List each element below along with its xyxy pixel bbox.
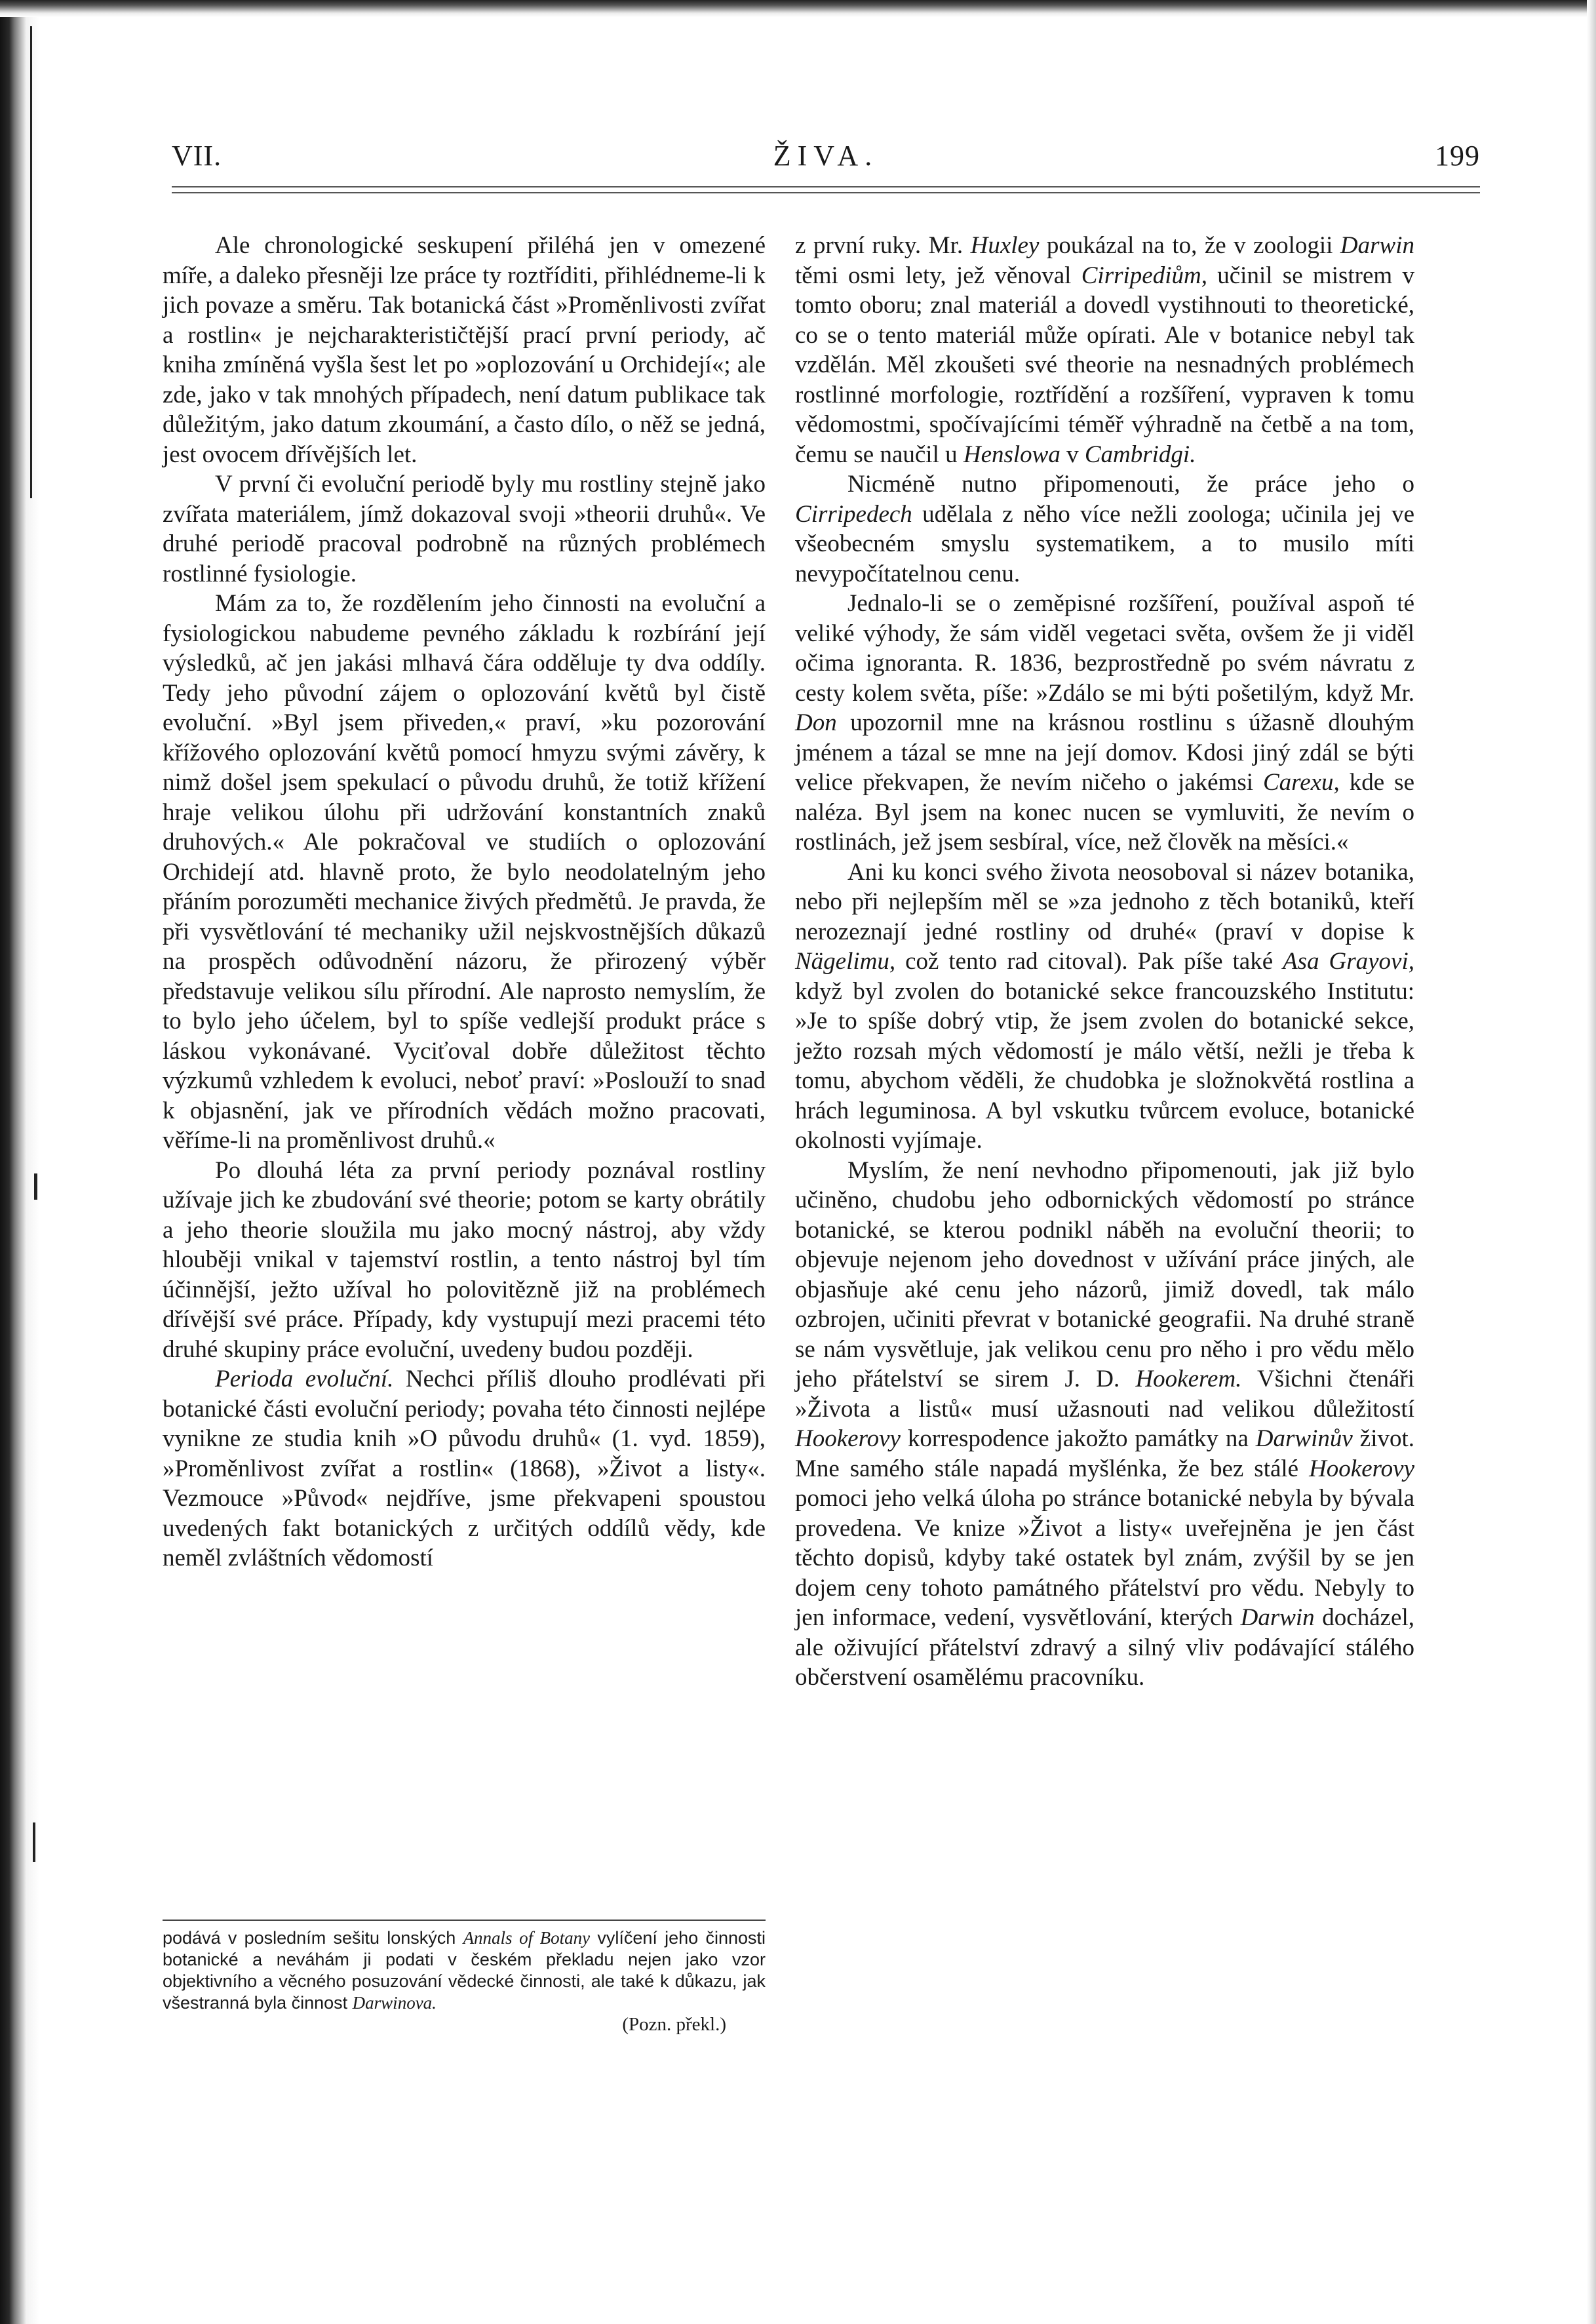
- journal-title: ŽIVA.: [773, 140, 879, 172]
- paragraph: V první či evoluční periodě byly mu rostliny stejně jako zvířata materiálem, jímž dokazoval svoji »theorii druhů«. Ve druhé periodě pracoval podrobně na různých problémech rostlinné fysiologie.: [163, 471, 766, 587]
- binding-mark: [30, 26, 32, 498]
- page-header: [172, 139, 1480, 178]
- footnote-rule: [163, 1920, 766, 1921]
- paragraph: Mám za to, že rozdělením jeho činnosti na evoluční a fysiologickou nabudeme pevného základu k rozbírání její výsledků, ač jen jakási mlhavá čára odděluje ty dva oddíly. Tedy jeho původní zájem o oplozování květů byl čistě evoluční. »Byl jsem přiveden,« praví, »ku pozorování křížového oplozování květů pomocí hmyzu svými závěry, k nimž došel jsem spekulací o původu druhů, že totiž křížení hraje velikou úlohu při udržování konstantních znaků druhových.« Ale pokračoval ve studiích o oplozování Orchidejí atd. hlavně proto, že bylo neodolatelným jeho přáním porozuměti mechanice živých předmětů. Je pravda, že při vysvětlování té mechaniky užil nejskvostnějších důkazů na prospěch odůvodnění názoru, že přirozený výběr představuje velikou sílu přírodní. Ale naprosto nemyslím, že to bylo jeho účelem, byl to spíše vedlejší produkt práce s láskou vykonávané. Vyciťoval dobře důležitost těchto výzkumů vzhledem k evoluci, neboť praví: »Poslouží to snad k objasnění, jak ve přírodních vědách možno pracovati, věříme-li na proměnlivost druhů.«: [163, 590, 766, 1154]
- scan-edge-left: [0, 0, 39, 2324]
- volume-number: VII.: [172, 140, 222, 172]
- footnote-signature: (Pozn. překl.): [622, 2014, 726, 2035]
- scan-edge-right: [1587, 0, 1596, 2324]
- binding-mark: [33, 1822, 35, 1862]
- paragraph: Jednalo-li se o zeměpisné rozšíření, používal aspoň té veliké výhody, že sám viděl vegetaci světa, ovšem že ji viděl očima ignoranta. R. 1836, bezprostředně po svém návratu z cesty kolem světa, píše: »Zdálo se mi býti pošetilým, když Mr. Don upozornil mne na krásnou rostlinu s úžasně dlouhým jménem a tázal se mne na její domov. Kdosi jiný zdál se býti velice překvapen, že nevím ničeho o jakémsi Carexu, kde se naléza. Byl jsem na konec nucen se vymluviti, že nevím o rostlinách, jež jsem sesbíral, více, než člověk na měsíci.«: [795, 590, 1414, 856]
- binding-mark: [34, 1173, 37, 1200]
- scan-edge-top: [0, 0, 1596, 17]
- right-column: [795, 231, 1414, 1693]
- paragraph: Ani ku konci svého života neosoboval si název botanika, nebo při nejlepším měl se »za jednoho z těch botaniků, kteří nerozeznají jedné rostliny od druhé« (praví v dopise k Nägelimu, což tento rad citoval). Pak píše také Asa Grayovi, když byl zvolen do botanické sekce francouzského Institutu: »Je to spíše dobrý vtip, že jsem zvolen do botanické sekce, ježto rozsah mých vědomostí je málo větší, nežli je třeba k tomu, abychom věděli, že chudobka je složnokvětá rostlina a hrách leguminosa. A byl vskutku tvůrcem evoluce, botanické okolnosti vyjímaje.: [795, 858, 1414, 1154]
- paragraph: Perioda evoluční. Nechci příliš dlouho prodlévati při botanické části evoluční periody; povaha této činnosti nejlépe vynikne ze studia knih »O původu druhů« (1. vyd. 1859), »Proměnlivost zvířat a rostlin« (1868), »Život a listy«. Vezmouce »Původ« nejdříve, jsme překvapeni spoustou uvedených fakt botanických z určitých oddílů vědy, kde neměl zvláštních vědomostí: [163, 1366, 766, 1571]
- paragraph: Myslím, že není nevhodno připomenouti, jak již bylo učiněno, chudobu jeho odbornických vědomostí po stránce botanické, se kterou podnikl náběh na evoluční theorii; to objevuje nejenom jeho dovednost v užívání práce jiných, ale objasňuje aké cenu jeho názorů, jimiž dovedl, tak málo ozbrojen, učiniti převrat v botanické geografii. Na druhé straně se nám vysvětluje, jak velikou cenu pro něho i pro vědu mělo jeho přátelství se sirem J. D. Hookerem. Všichni čtenáři »Života a listů« musí užasnouti nad velikou důležitostí Hookerovy korrespodence jakožto památky na Darwinův život. Mne samého stále napadá myšlénka, že bez stálé Hookerovy pomoci jeho velká úloha po stránce botanické nebyla by bývala provedena. Ve knize »Život a listy« uveřejněna je jen část těchto dopisů, kdyby také ostatek byl znám, zvýšil by se jen dojem ceny tohoto památného přátelství pro vědu. Nebyly to jen informace, vedení, vysvětlování, kterých Darwin docházel, ale oživující přátelství zdravý a silný vliv podávající stálého občerstvení osamělému pracovníku.: [795, 1156, 1415, 1691]
- paragraph: z první ruky. Mr. Huxley poukázal na to, že v zoologii Darwin těmi osmi lety, jež věnoval Cirripediům, učinil se mistrem v tomto oboru; znal materiál a dovedl vystihnouti to theoretické, co se o tento materiál může opírati. Ale v botanice nebyl tak vzdělán. Měl zkoušeti své theorie na nesnadných problémech rostlinné morfologie, roztřídění a rozšíření, vypraven k tomu vědomostmi, spočívajícími téměř výhradně na četbě a na tom, čemu se naučil u Henslowa v Cambridgi.: [795, 232, 1414, 468]
- paragraph: Ale chronologické seskupení přiléhá jen v omezené míře, a daleko přesněji lze práce ty roztříditi, přihlédneme-li k jich povaze a směru. Tak botanická část »Proměnlivosti zvířat a rostlin« je nejcharakterističtější prací první periody, ač kniha zmíněná vyšla šest let po »oplozování u Orchidejí«; ale zde, jako v tak mnohých případech, není datum publikace tak důležitým, jako datum zkoumání, a často dílo, o něž se jedná, jest ovocem dřívějších let.: [163, 232, 766, 468]
- paragraph: Po dlouhá léta za první periody poznával rostliny užívaje jich ke zbudování své theorie; potom se karty obrátily a jeho theorie sloužila mu jako mocný nástroj, aby vždy hlouběji vnikal v tajemství rostlin, a tento nástroj byl tím účinnější, ježto užíval ho polovitězně již na problémech dřívější své práce. Případy, kdy vystupují mezi pracemi této druhé skupiny práce evoluční, uvedeny budou později.: [163, 1156, 766, 1363]
- section-heading: Perioda evoluční.: [215, 1366, 394, 1392]
- page-number: 199: [1435, 140, 1480, 172]
- footnote: podává v posledním sešitu lonských Annals of Botany vylíčení jeho činnosti botanické a neváhám ji podati v českém překladu nejen jako vzor objektivního a věcného posuzování vědecké činnosti, ale také k důkazu, jak všestranná byla činnost Darwinova. (Pozn. překl.): [163, 1928, 766, 2035]
- header-rule: [172, 186, 1480, 193]
- paragraph: Nicméně nutno připomenouti, že práce jeho o Cirripedech udělala z něho více nežli zoologa; učinila jej ve všeobecném smyslu systematikem, a to musilo míti nevypočítatelnou cenu.: [795, 471, 1414, 587]
- left-column: [163, 231, 766, 1573]
